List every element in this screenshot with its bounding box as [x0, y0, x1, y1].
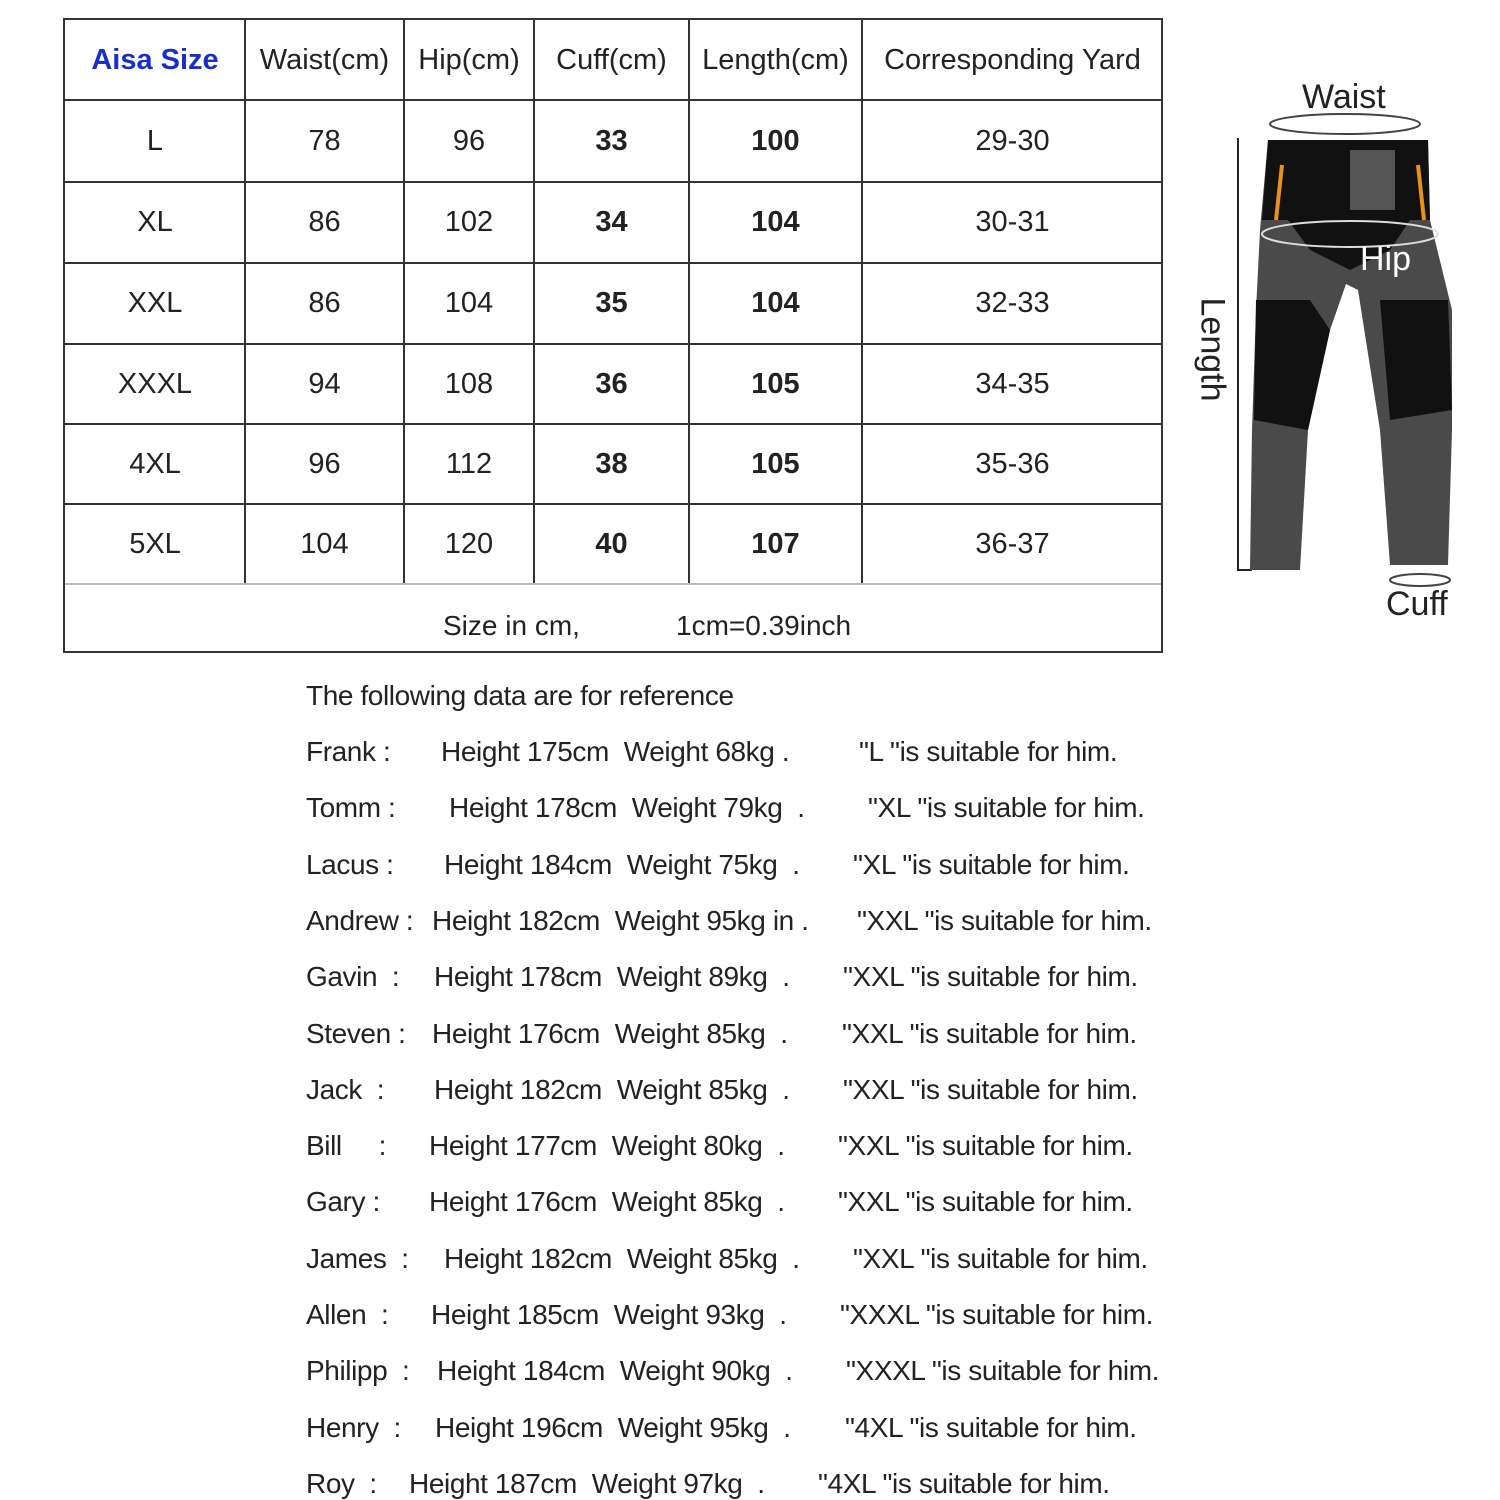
column-header: Waist(cm) [259, 43, 390, 76]
recommended-size: "L "is suitable for him. [859, 736, 1118, 767]
person-measurements: Height 175cm Weight 68kg . [441, 736, 790, 767]
person-name: Roy : [306, 1467, 377, 1499]
table-cell: 105 [751, 367, 800, 400]
person-name: Philipp : [306, 1355, 410, 1387]
column-header: Corresponding Yard [884, 43, 1141, 76]
table-cell: 33 [595, 124, 628, 157]
person-name: Lacus : [306, 848, 394, 880]
table-cell: 86 [308, 287, 341, 319]
table-cell: 104 [300, 527, 349, 560]
table-cell: 36-37 [975, 527, 1050, 560]
person-measurements: Height 177cm Weight 80kg . [429, 1130, 785, 1162]
table-cell: 104 [444, 287, 494, 319]
recommended-size: "4XL "is suitable for him. [818, 1467, 1110, 1499]
person-name: James : [306, 1242, 409, 1274]
person-measurements: Height 178cm Weight 89kg . [434, 961, 790, 993]
pants-illustration [1190, 70, 1470, 630]
person-measurements: Height 184cm Weight 75kg . [444, 848, 800, 880]
table-cell: 100 [751, 124, 800, 157]
person-measurements: Height 196cm Weight 95kg . [435, 1411, 791, 1443]
person-name: Frank : [306, 736, 391, 767]
cuff-label: Cuff [1386, 585, 1448, 623]
column-header: Hip(cm) [418, 43, 520, 76]
size-cell: XXXL [117, 367, 193, 400]
recommended-size: "XXXL "is suitable for him. [840, 1299, 1154, 1330]
person-name: Steven : [306, 1017, 406, 1049]
person-name: Tomm : [306, 792, 396, 824]
size-chart-table [63, 18, 1163, 653]
table-cell: 30-31 [975, 206, 1050, 238]
table-cell: 29-30 [975, 124, 1050, 157]
person-measurements: Height 182cm Weight 95kg in . [432, 904, 809, 936]
size-cell: L [146, 124, 164, 157]
column-header: Cuff(cm) [556, 43, 667, 76]
table-cell: 107 [751, 527, 800, 560]
table-cell: 86 [308, 206, 341, 238]
table-cell: 108 [444, 367, 494, 400]
table-cell: 34-35 [975, 367, 1050, 400]
table-cell: 120 [444, 527, 494, 560]
table-cell: 105 [751, 447, 800, 480]
recommended-size: "XXL "is suitable for him. [843, 1073, 1138, 1105]
person-name: Bill : [306, 1130, 387, 1162]
person-measurements: Height 178cm Weight 79kg . [449, 792, 805, 824]
recommended-size: "XXL "is suitable for him. [838, 1130, 1133, 1162]
recommended-size: "XXL "is suitable for him. [857, 904, 1152, 936]
waist-label: Waist [1302, 78, 1386, 116]
table-cell: 94 [308, 367, 341, 400]
recommended-size: "XXXL "is suitable for him. [846, 1355, 1160, 1387]
table-cell: 35 [595, 287, 628, 319]
recommended-size: "XL "is suitable for him. [868, 792, 1145, 824]
length-label: Length [1193, 297, 1232, 402]
person-measurements: Height 187cm Weight 97kg . [409, 1467, 765, 1499]
table-cell: 32-33 [975, 287, 1050, 319]
hip-label: Hip [1360, 240, 1412, 278]
size-cell: 4XL [129, 447, 181, 480]
pants-measurement-diagram [1190, 70, 1470, 630]
person-name: Allen : [306, 1299, 389, 1330]
person-measurements: Height 176cm Weight 85kg . [432, 1017, 788, 1049]
table-cell: 102 [444, 206, 494, 238]
table-cell: 38 [595, 447, 628, 480]
table-cell: 40 [595, 527, 628, 560]
table-cell: 35-36 [975, 447, 1050, 480]
person-name: Jack : [306, 1073, 385, 1105]
column-header: Aisa Size [91, 43, 219, 76]
recommended-size: "XXL "is suitable for him. [843, 961, 1138, 993]
table-cell: 34 [595, 206, 628, 238]
table-cell: 78 [308, 124, 341, 157]
column-header: Length(cm) [702, 43, 849, 76]
person-name: Gary : [306, 1186, 380, 1218]
recommended-size: "XL "is suitable for him. [853, 848, 1130, 880]
person-name: Gavin : [306, 961, 400, 993]
person-name: Henry : [306, 1411, 401, 1443]
recommended-size: "XXL "is suitable for him. [853, 1242, 1148, 1274]
reference-title: The following data are for reference [306, 680, 734, 711]
size-unit-note: Size in cm, [443, 610, 580, 641]
table-cell: 104 [751, 287, 800, 319]
person-measurements: Height 184cm Weight 90kg . [437, 1355, 793, 1387]
table-cell: 104 [751, 206, 800, 238]
recommended-size: "XXL "is suitable for him. [838, 1186, 1133, 1218]
size-cell: XL [137, 206, 173, 238]
table-cell: 36 [595, 367, 628, 400]
table-cell: 96 [308, 447, 341, 480]
person-measurements: Height 182cm Weight 85kg . [444, 1242, 800, 1274]
person-name: Andrew : [306, 904, 414, 936]
table-cell: 112 [445, 447, 493, 480]
size-cell: 5XL [129, 527, 181, 560]
person-measurements: Height 176cm Weight 85kg . [429, 1186, 785, 1218]
table-cell: 96 [452, 124, 486, 157]
size-cell: XXL [127, 287, 183, 319]
person-measurements: Height 182cm Weight 85kg . [434, 1073, 790, 1105]
conversion-note: 1cm=0.39inch [676, 610, 852, 641]
person-measurements: Height 185cm Weight 93kg . [431, 1299, 787, 1330]
recommended-size: "4XL "is suitable for him. [845, 1411, 1137, 1443]
recommended-size: "XXL "is suitable for him. [842, 1017, 1137, 1049]
